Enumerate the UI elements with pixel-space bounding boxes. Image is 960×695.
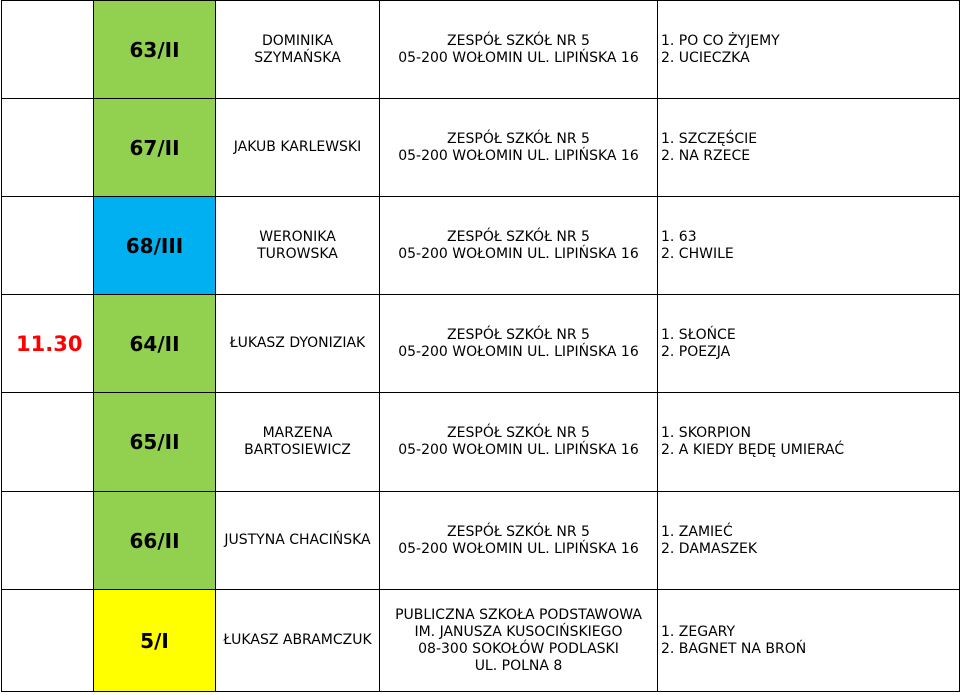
performer-name bbox=[216, 295, 380, 393]
song-list bbox=[658, 492, 960, 590]
time-cell: 11.30 bbox=[2, 295, 94, 393]
school-line: 05-200 WOŁOMIN UL. LIPIŃSKA 16 bbox=[398, 442, 639, 458]
performer-name-line: ŁUKASZ ABRAMCZUK bbox=[223, 632, 372, 648]
song-item: 1. ZEGARY bbox=[661, 623, 736, 640]
school-info bbox=[380, 492, 658, 590]
song-list bbox=[658, 295, 960, 393]
performer-name-line: SZYMAŃSKA bbox=[254, 49, 341, 66]
school-line: 05-200 WOŁOMIN UL. LIPIŃSKA 16 bbox=[398, 540, 639, 557]
song-item: 1. SZCZĘŚCIE bbox=[661, 130, 758, 147]
song-item: 2. NA RZECE bbox=[661, 147, 751, 164]
performer-name bbox=[216, 1, 380, 99]
school-line: UL. POLNA 8 bbox=[474, 657, 563, 674]
entry-code: 66/II bbox=[94, 492, 216, 590]
school-line: 05-200 WOŁOMIN UL. LIPIŃSKA 16 bbox=[398, 49, 639, 66]
time-cell bbox=[2, 590, 94, 692]
entry-code: 63/II bbox=[94, 1, 216, 99]
school-info bbox=[380, 99, 658, 197]
song-item: 2. DAMASZEK bbox=[661, 540, 758, 557]
performer-name-line: WERONIKA bbox=[259, 228, 336, 245]
song-list bbox=[658, 1, 960, 99]
song-item: 1. SŁOŃCE bbox=[661, 326, 736, 343]
performer-name bbox=[216, 590, 380, 692]
time-cell bbox=[2, 197, 94, 295]
table-row bbox=[2, 197, 960, 295]
table-row bbox=[2, 590, 960, 692]
song-list bbox=[658, 99, 960, 197]
performer-name bbox=[216, 197, 380, 295]
song-list bbox=[658, 590, 960, 692]
schedule-body bbox=[2, 1, 960, 692]
entry-code: 65/II bbox=[94, 393, 216, 492]
time-cell bbox=[2, 393, 94, 492]
school-line: ZESPÓŁ SZKÓŁ NR 5 bbox=[447, 228, 590, 245]
time-cell bbox=[2, 99, 94, 197]
entry-code: 67/II bbox=[94, 99, 216, 197]
school-info bbox=[380, 295, 658, 393]
school-line: ZESPÓŁ SZKÓŁ NR 5 bbox=[447, 326, 590, 343]
performer-name-line: TUROWSKA bbox=[257, 245, 338, 262]
entry-code: 64/II bbox=[94, 295, 216, 393]
song-item: 2. A KIEDY BĘDĘ UMIERAĆ bbox=[661, 442, 845, 458]
song-item: 1. SKORPION bbox=[661, 425, 751, 441]
school-line: 05-200 WOŁOMIN UL. LIPIŃSKA 16 bbox=[398, 245, 639, 262]
performer-name-line: ŁUKASZ DYONIZIAK bbox=[229, 335, 366, 351]
song-item: 2. POEZJA bbox=[661, 343, 731, 360]
school-info bbox=[380, 393, 658, 492]
school-line: 05-200 WOŁOMIN UL. LIPIŃSKA 16 bbox=[398, 343, 639, 360]
school-line: ZESPÓŁ SZKÓŁ NR 5 bbox=[447, 523, 590, 540]
table-row bbox=[2, 295, 960, 393]
entry-code: 5/I bbox=[94, 590, 216, 692]
entry-code: 68/III bbox=[94, 197, 216, 295]
school-line: 05-200 WOŁOMIN UL. LIPIŃSKA 16 bbox=[398, 147, 639, 164]
song-list bbox=[658, 393, 960, 492]
performer-name bbox=[216, 492, 380, 590]
school-info bbox=[380, 1, 658, 99]
school-line: IM. JANUSZA KUSOCIŃSKIEGO bbox=[414, 623, 623, 640]
song-item: 2. UCIECZKA bbox=[661, 49, 750, 66]
song-item: 1. PO CO ŻYJEMY bbox=[661, 32, 780, 49]
table-row bbox=[2, 99, 960, 197]
school-info bbox=[380, 197, 658, 295]
performer-name-line: BARTOSIEWICZ bbox=[244, 442, 351, 458]
schedule-table bbox=[1, 0, 960, 692]
song-item: 2. CHWILE bbox=[661, 245, 734, 262]
song-item: 1. ZAMIEĆ bbox=[661, 523, 733, 540]
table-row bbox=[2, 1, 960, 99]
school-line: ZESPÓŁ SZKÓŁ NR 5 bbox=[447, 425, 590, 441]
school-line: 08-300 SOKOŁÓW PODLASKI bbox=[418, 640, 619, 657]
school-line: ZESPÓŁ SZKÓŁ NR 5 bbox=[447, 130, 590, 147]
performer-name-line: MARZENA bbox=[262, 425, 333, 441]
table-row bbox=[2, 393, 960, 492]
school-info bbox=[380, 590, 658, 692]
school-line: PUBLICZNA SZKOŁA PODSTAWOWA bbox=[395, 606, 642, 623]
song-item: 1. 63 bbox=[661, 228, 697, 245]
song-list bbox=[658, 197, 960, 295]
school-line: ZESPÓŁ SZKÓŁ NR 5 bbox=[447, 32, 590, 49]
performer-name bbox=[216, 393, 380, 492]
performer-name-line: JUSTYNA CHACIŃSKA bbox=[224, 532, 371, 548]
performer-name-line: DOMINIKA bbox=[261, 32, 334, 49]
time-cell bbox=[2, 492, 94, 590]
table-row bbox=[2, 492, 960, 590]
performer-name bbox=[216, 99, 380, 197]
performer-name-line: JAKUB KARLEWSKI bbox=[233, 139, 362, 155]
song-item: 2. BAGNET NA BROŃ bbox=[661, 640, 807, 657]
time-cell bbox=[2, 1, 94, 99]
